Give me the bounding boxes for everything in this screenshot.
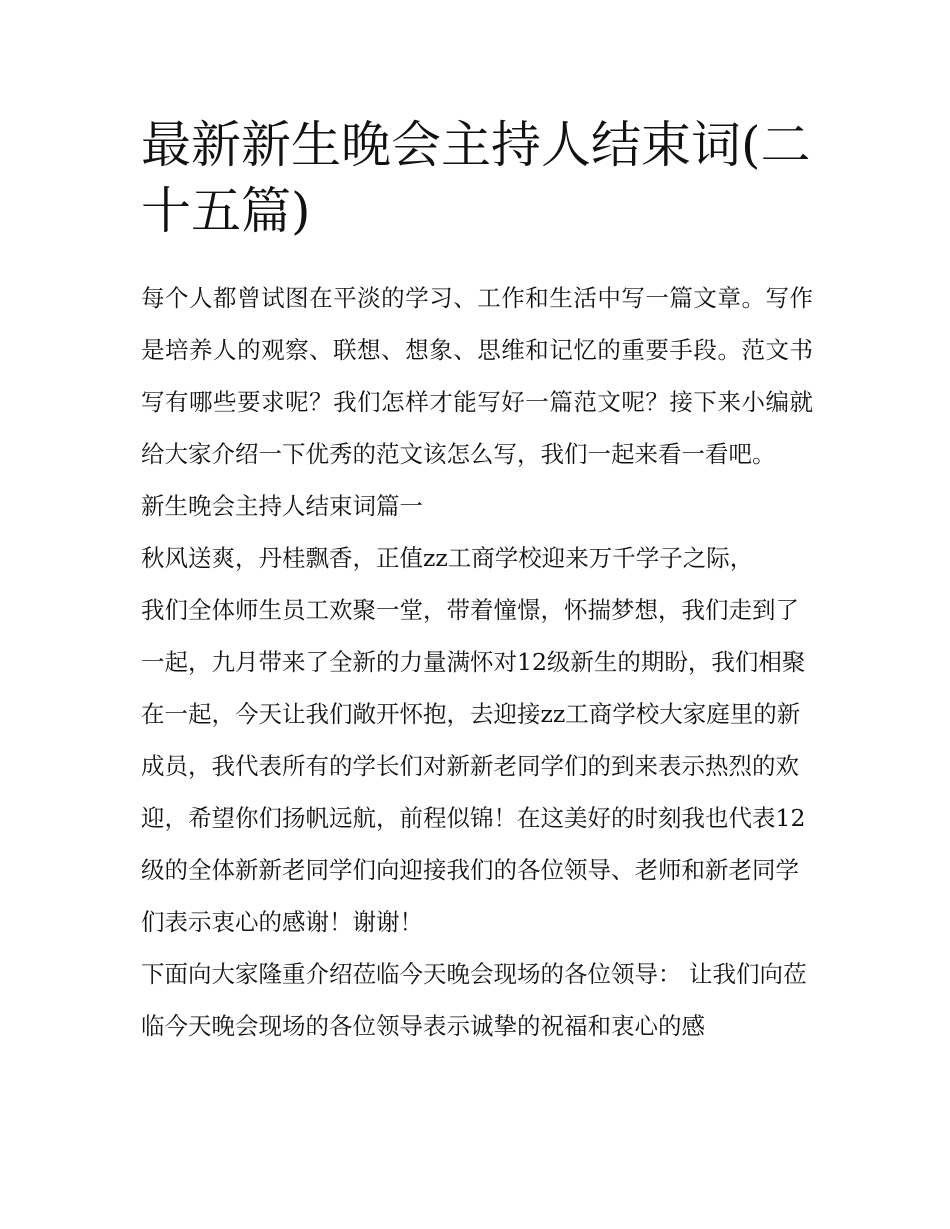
- document-title: 最新新生晚会主持人结束词(二十五篇): [141, 116, 811, 240]
- section-heading: 新生晚会主持人结束词篇一: [141, 492, 423, 520]
- body-paragraph: 下面向大家隆重介绍莅临今天晚会现场的各位领导： 让我们向莅临今天晚会现场的各位领导表示诚挚的祝福和衷心的感: [141, 960, 807, 1040]
- intro-paragraph: 每个人都曾试图在平淡的学习、工作和生活中写一篇文章。写作是培养人的观察、联想、想象、思维和记忆的重要手段。范文书写有哪些要求呢？我们怎样才能写好一篇范文呢？接下来小编就给大家介绍一下优秀的范文该怎么写，我们一起来看一看吧。: [141, 284, 813, 468]
- body-paragraph: 秋风送爽，丹桂飘香，正值zz工商学校迎来万千学子之际，: [141, 544, 754, 572]
- body-paragraph: 我们全体师生员工欢聚一堂，带着憧憬，怀揣梦想，我们走到了一起，九月带来了全新的力量满怀对12级新生的期盼，我们相聚在一起，今天让我们敞开怀抱，去迎接zz工商学校大家庭里的新成员，我代表所有的学长们对新新老同学们的到来表示热烈的欢迎，希望你们扬帆远航，前程似锦！在这美好的时刻我也代表12级的全体新新老同学们向迎接我们的各位领导、老师和新老同学们表示衷心的感谢！谢谢！: [141, 596, 806, 936]
- document-page: [141, 112, 813, 1052]
